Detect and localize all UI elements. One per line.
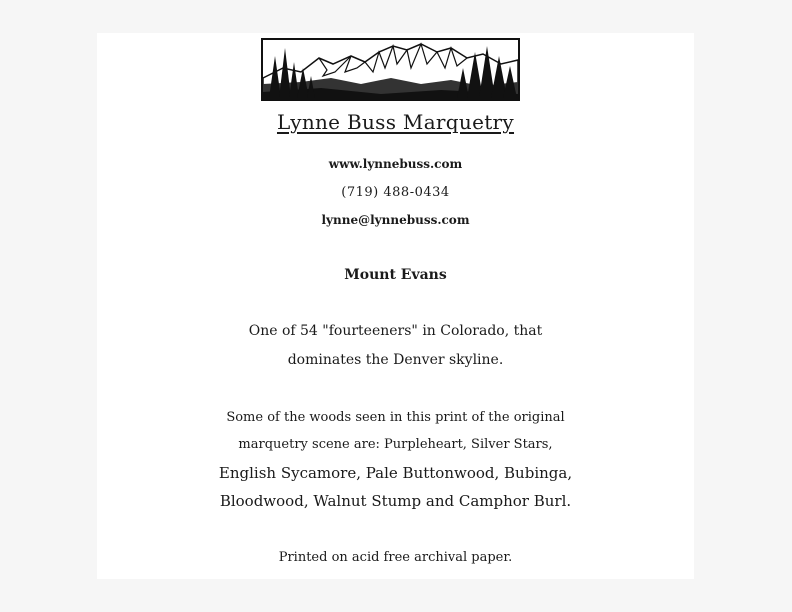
website-text: www.lynnebuss.com [328, 157, 463, 171]
artwork-subject: Mount Evans [344, 267, 447, 283]
woods-line: English Sycamore, Pale Buttonwood, Bubinga, [218, 464, 573, 482]
description-line: dominates the Denver skyline. [287, 352, 504, 368]
description-line: One of 54 "fourteeners" in Colorado, that [248, 323, 543, 339]
woods-line: Bloodwood, Walnut Stump and Camphor Burl. [219, 492, 572, 510]
woods-line: marquetry scene are: Purpleheart, Silver Stars, [238, 437, 553, 452]
phone-text: (719) 488-0434 [341, 185, 450, 200]
woods-line: Some of the woods seen in this print of the original [226, 410, 565, 425]
mountain-landscape-icon [261, 38, 520, 101]
business-title: Lynne Buss Marquetry [276, 110, 515, 134]
email-text: lynne@lynnebuss.com [321, 213, 470, 227]
footer-note: Printed on acid free archival paper. [278, 550, 513, 565]
